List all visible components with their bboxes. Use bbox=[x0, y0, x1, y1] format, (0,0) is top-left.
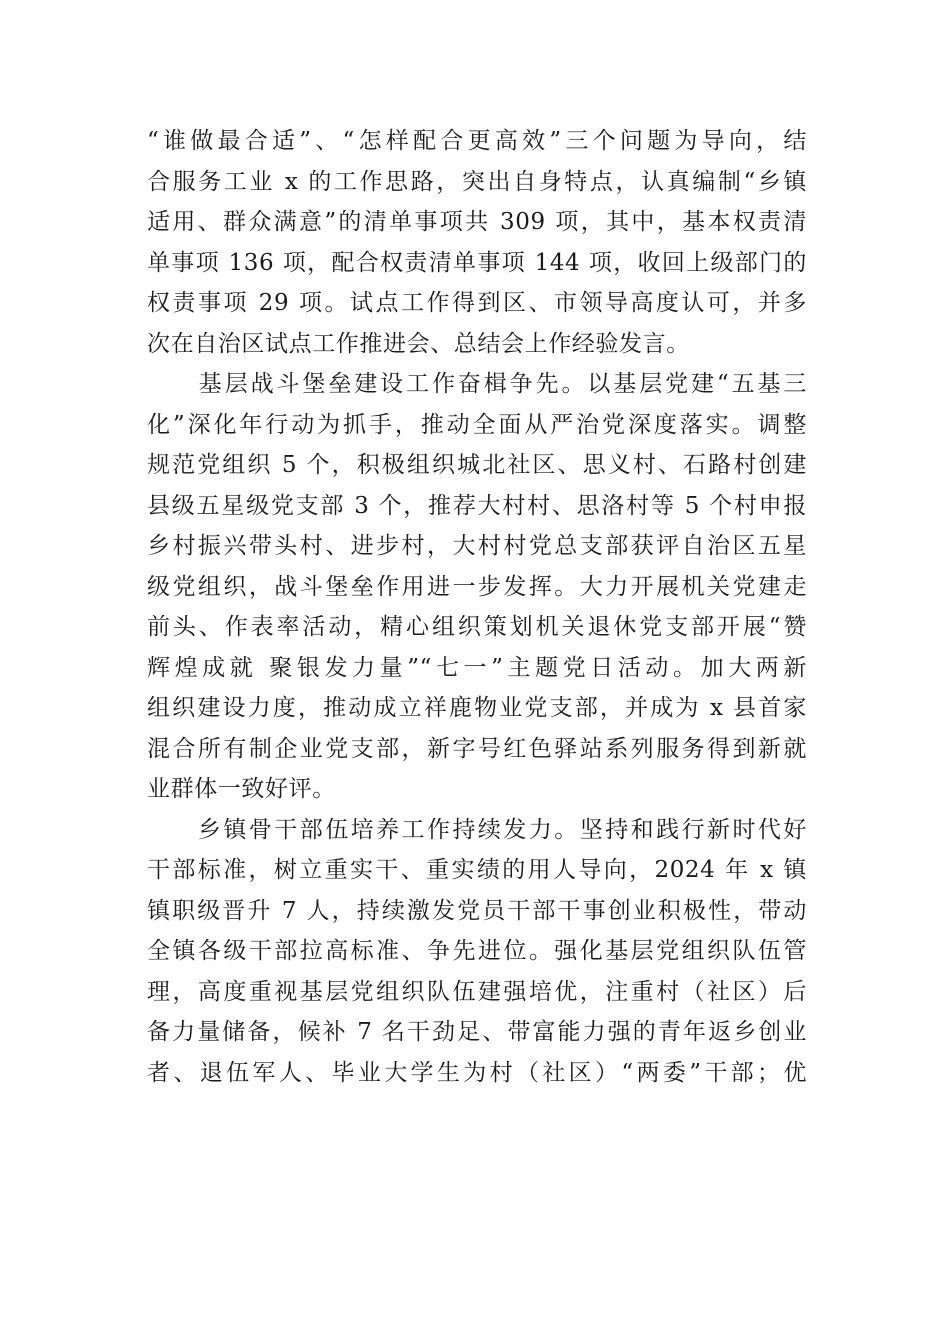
text-line: 备力量储备，候补 7 名干劲足、带富能力强的青年返乡创业 bbox=[147, 1019, 807, 1045]
text-line: 乡镇骨干部伍培养工作持续发力。坚持和践行新时代好 bbox=[147, 816, 807, 843]
text-line: 合服务工业 x 的工作思路，突出自身特点，认真编制“乡镇 bbox=[147, 168, 807, 195]
text-line: 适用、群众满意”的清单事项共 309 项，其中，基本权责清 bbox=[147, 209, 807, 235]
text-line: 前头、作表率活动，精心组织策划机关退休党支部开展“赞 bbox=[147, 614, 807, 640]
text-line: 级党组织，战斗堡垒作用进一步发挥。大力开展机关党建走 bbox=[147, 573, 807, 600]
text-line: 乡村振兴带头村、进步村，大村村党总支部获评自治区五星 bbox=[147, 533, 807, 559]
text-line: 者、退伍军人、毕业大学生为村（社区）“两委”干部；优 bbox=[147, 1059, 807, 1086]
text-line: 基层战斗堡垒建设工作奋楫争先。以基层党建“五基三 bbox=[147, 371, 807, 397]
text-line: 单事项 136 项，配合权责清单事项 144 项，收回上级部门的 bbox=[147, 249, 807, 276]
text-line: “谁做最合适”、“怎样配合更高效”三个问题为导向，结 bbox=[147, 128, 807, 154]
text-line: 镇职级晋升 7 人，持续激发党员干部干事创业积极性，带动 bbox=[147, 897, 807, 924]
text-line: 次在自治区试点工作推进会、总结会上作经验发言。 bbox=[147, 330, 690, 357]
text-line: 组织建设力度，推动成立祥鹿物业党支部，并成为 x 县首家 bbox=[147, 695, 807, 721]
text-line: 全镇各级干部拉高标准、争先进位。强化基层党组织队伍管 bbox=[147, 938, 807, 964]
text-line: 辉煌成就 聚银发力量”“七一”主题党日活动。加大两新 bbox=[147, 654, 807, 681]
paragraph-2 bbox=[147, 364, 807, 810]
text-line: 业群体一致好评。 bbox=[147, 776, 336, 802]
document-body bbox=[147, 121, 807, 1093]
text-line: 混合所有制企业党支部，新字号红色驿站系列服务得到新就 bbox=[147, 735, 807, 762]
paragraph-3 bbox=[147, 810, 807, 1094]
text-line: 权责事项 29 项。试点工作得到区、市领导高度认可，并多 bbox=[147, 290, 807, 316]
paragraph-1 bbox=[147, 121, 807, 364]
text-line: 干部标准，树立重实干、重实绩的用人导向，2024 年 x 镇 bbox=[147, 857, 807, 883]
text-line: 县级五星级党支部 3 个，推荐大村村、思洛村等 5 个村申报 bbox=[147, 492, 807, 519]
text-line: 规范党组织 5 个，积极组织城北社区、思义村、石路村创建 bbox=[147, 452, 807, 478]
text-line: 化”深化年行动为抓手，推动全面从严治党深度落实。调整 bbox=[147, 411, 807, 438]
text-line: 理，高度重视基层党组织队伍建强培优，注重村（社区）后 bbox=[147, 978, 807, 1005]
